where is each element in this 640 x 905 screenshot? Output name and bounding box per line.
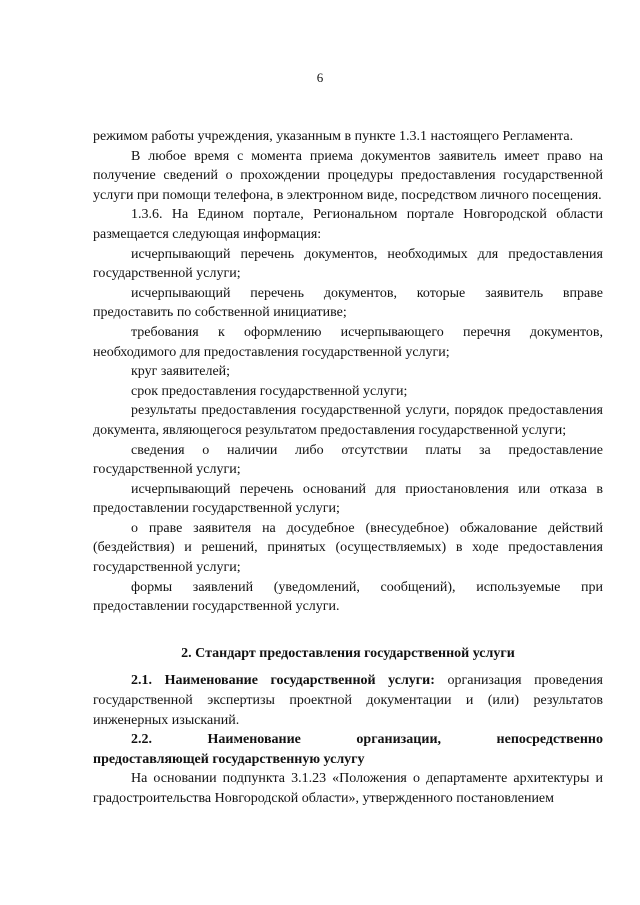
list-item-documents-list: исчерпывающий перечень документов, необходимых для предоставления государственной услуги;: [93, 246, 603, 282]
paragraph-2-2-title-line1: 2.2. Наименование организации, непосредственно: [131, 732, 603, 748]
paragraph-any-time: В любое время с момента приема документов заявитель имеет право на получение сведений о прохождении процедуры предоставления государственной услуги при помощи телефона, в электронном виде, посредством личного посещения.: [93, 148, 603, 203]
list-item-applicants: круг заявителей;: [131, 364, 231, 380]
paragraph-2-1: [93, 671, 603, 730]
paragraph-1-3-6: 1.3.6. На Едином портале, Региональном портале Новгородской области размещается следующая информация:: [93, 207, 603, 242]
page-number: 6: [316, 70, 324, 85]
list-item-appeal-right: о праве заявителя на досудебное (внесудебное) обжалование действий (бездействия) и решений, принятых (осуществляемых) в ходе предоставления государственной услуги;: [93, 520, 603, 576]
paragraph-work-schedule: режимом работы учреждения, указанным в пункте 1.3.1 настоящего Регламента.: [93, 129, 574, 144]
document-body: [93, 127, 603, 809]
paragraph-basis: На основании подпункта 3.1.23 «Положения о департаменте архитектуры и градостроительства Новгородской области», утвержденного постановлением: [93, 771, 603, 806]
paragraph-2-1-text: организация проведения государственной экспертизы проектной документации и (или) результатов инженерных изысканий.: [93, 673, 603, 728]
list-item-results: результаты предоставления государственной услуги, порядок предоставления документа, являющегося результатом предоставления государственной услуги;: [93, 403, 603, 438]
list-item-fee: сведения о наличии либо отсутствии платы за предоставление государственной услуги;: [93, 442, 603, 478]
list-item-forms: формы заявлений (уведомлений, сообщений), используемые при предоставлении государственной услуги.: [93, 579, 603, 615]
list-item-term: срок предоставления государственной услуги;: [131, 383, 408, 399]
list-item-own-initiative: исчерпывающий перечень документов, которые заявитель вправе предоставить по собственной инициативе;: [93, 285, 603, 321]
paragraph-2-2-line2: [93, 750, 603, 770]
list-item-requirements: требования к оформлению исчерпывающего перечня документов, необходимого для предоставления государственной услуги;: [93, 324, 603, 360]
paragraph-2-2-line1: [93, 730, 603, 750]
list-item-grounds: исчерпывающий перечень оснований для приостановления или отказа в предоставлении государственной услуги;: [93, 481, 603, 517]
paragraph-2-1-title: 2.1. Наименование государственной услуги:: [131, 673, 435, 689]
section-heading-2: 2. Стандарт предоставления государственной услуги: [181, 645, 515, 661]
paragraph-2-2-title-line2: предоставляющей государственную услугу: [93, 751, 365, 767]
